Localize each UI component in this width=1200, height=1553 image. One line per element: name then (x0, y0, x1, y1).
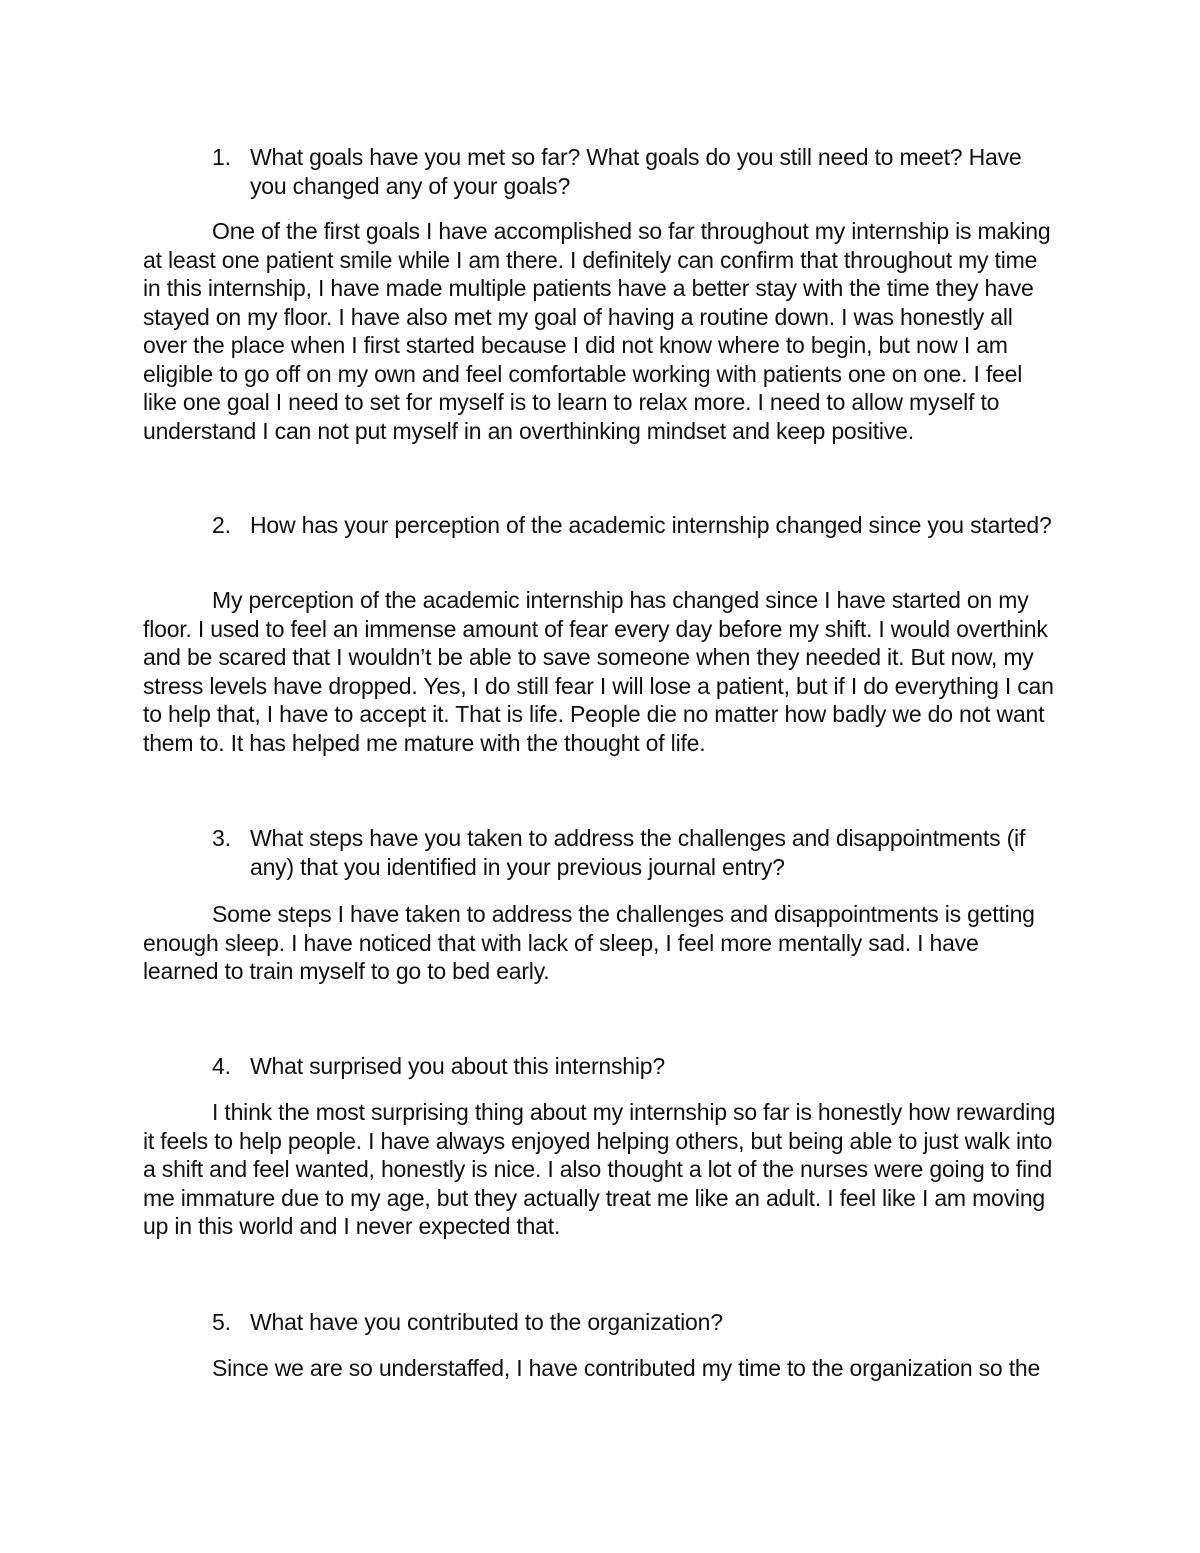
answer-5: Since we are so understaffed, I have contributed my time to the organization so the (212, 1355, 1041, 1381)
question-text: What steps have you taken to address the challenges and disappointments (if any) that you identified in your previous journal entry? (250, 825, 1026, 880)
question-4 (212, 1052, 1052, 1081)
question-2 (212, 511, 1052, 540)
question-1 (212, 143, 1052, 200)
question-3 (212, 824, 1052, 881)
question-number: 2. (212, 512, 231, 538)
question-text: What surprised you about this internship? (250, 1053, 665, 1079)
answer-3: Some steps I have taken to address the challenges and disappointments is getting enough sleep. I have noticed that with lack of sleep, I feel more mentally sad. I have learned to train myself to go to bed early. (143, 901, 1035, 984)
question-number: 5. (212, 1309, 231, 1335)
question-number: 4. (212, 1053, 231, 1079)
question-number: 3. (212, 825, 231, 851)
answer-2: My perception of the academic internship has changed since I have started on my floor. I used to feel an immense amount of fear every day before my shift. I would overthink and be scared that I wouldn’t be able to save someone when they needed it. But now, my stress levels have dropped. Yes, I do still fear I will lose a patient, but if I do everything I can to help that, I have to accept it. That is life. People die no matter how badly we do not want them to. It has helped me mature with the thought of life. (143, 587, 1054, 756)
answer-1: One of the first goals I have accomplished so far throughout my internship is making at least one patient smile while I am there. I definitely can confirm that throughout my time in this internship, I have made multiple patients have a better stay with the time they have stayed on my floor. I have also met my goal of having a routine down. I was honestly all over the place when I first started because I did not know where to begin, but now I am eligible to go off on my own and feel comfortable working with patients one on one. I feel like one goal I need to set for myself is to learn to relax more. I need to allow myself to understand I can not put myself in an overthinking mindset and keep positive. (143, 218, 1051, 444)
question-text: What goals have you met so far? What goals do you still need to meet? Have you changed any of your goals? (250, 144, 1022, 199)
answer-4: I think the most surprising thing about my internship so far is honestly how rewarding it feels to help people. I have always enjoyed helping others, but being able to just walk into a shift and feel wanted, honestly is nice. I also thought a lot of the nurses were going to find me immature due to my age, but they actually treat me like an adult. I feel like I am moving up in this world and I never expected that. (143, 1099, 1056, 1239)
question-5 (212, 1308, 1052, 1337)
question-text: How has your perception of the academic internship changed since you started? (250, 512, 1052, 538)
question-number: 1. (212, 144, 231, 170)
question-text: What have you contributed to the organization? (250, 1309, 723, 1335)
